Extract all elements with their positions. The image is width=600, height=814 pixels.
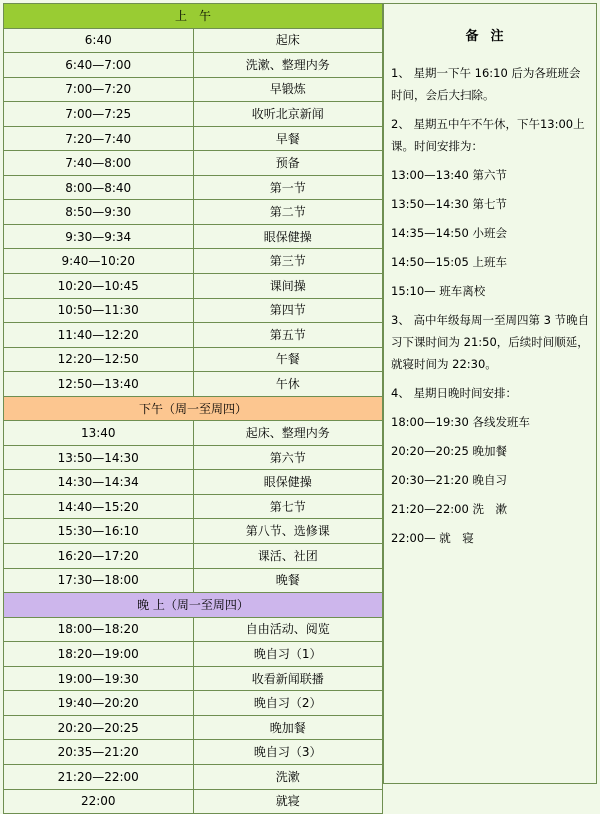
note-item: 13:00—13:40 第六节 (391, 168, 507, 182)
time-cell: 18:00—18:20 (4, 617, 194, 642)
time-cell: 20:20—20:25 (4, 715, 194, 740)
activity-cell: 第五节 (193, 323, 383, 348)
time-cell: 17:30—18:00 (4, 568, 194, 593)
section-header: 下午（周一至周四） (4, 396, 383, 421)
time-cell: 7:40—8:00 (4, 151, 194, 176)
time-cell: 6:40 (4, 28, 194, 53)
activity-cell: 起床 (193, 28, 383, 53)
schedule-row (4, 691, 383, 716)
schedule-row (4, 274, 383, 299)
time-cell: 10:50—11:30 (4, 298, 194, 323)
schedule-row (4, 200, 383, 225)
schedule-row (4, 470, 383, 495)
note-item: 1、 星期一下午 16:10 后为各班班会时间，会后大扫除。 (391, 66, 581, 102)
activity-cell: 第六节 (193, 445, 383, 470)
schedule-row (4, 372, 383, 397)
time-cell: 20:35—21:20 (4, 740, 194, 765)
activity-cell: 自由活动、阅览 (193, 617, 383, 642)
schedule-row (4, 715, 383, 740)
activity-cell: 收看新闻联播 (193, 666, 383, 691)
activity-cell: 晚自习（2） (193, 691, 383, 716)
schedule-row (4, 102, 383, 127)
note-item: 3、 高中年级每周一至周四第 3 节晚自习下课时间为 21:50，后续时间顺延，就寝时间为 22:30。 (391, 313, 590, 371)
note-item: 4、 星期日晚时间安排： (391, 386, 517, 400)
section-header: 上 午 (4, 4, 383, 29)
activity-cell: 收听北京新闻 (193, 102, 383, 127)
schedule-row (4, 224, 383, 249)
schedule-row (4, 544, 383, 569)
section-header-row (4, 396, 383, 421)
note-item: 18:00—19:30 各线发班车 (391, 415, 530, 429)
activity-cell: 眼保健操 (193, 470, 383, 495)
note-item: 21:20—22:00 洗 漱 (391, 502, 507, 516)
schedule-row (4, 617, 383, 642)
time-cell: 13:50—14:30 (4, 445, 194, 470)
time-cell: 9:40—10:20 (4, 249, 194, 274)
time-cell: 7:20—7:40 (4, 126, 194, 151)
schedule-row (4, 789, 383, 814)
activity-cell: 晚自习（3） (193, 740, 383, 765)
time-cell: 12:50—13:40 (4, 372, 194, 397)
note-item: 2、 星期五中午不午休，下午13:00上课。时间安排为： (391, 117, 585, 153)
notes-body (391, 62, 590, 549)
note-item: 20:30—21:20 晚自习 (391, 473, 507, 487)
schedule-row (4, 568, 383, 593)
schedule-row (4, 421, 383, 446)
activity-cell: 洗漱、整理内务 (193, 53, 383, 78)
schedule-row (4, 642, 383, 667)
note-item: 13:50—14:30 第七节 (391, 197, 507, 211)
section-header-row (4, 593, 383, 618)
time-cell: 8:50—9:30 (4, 200, 194, 225)
schedule-table (3, 3, 383, 814)
time-cell: 13:40 (4, 421, 194, 446)
time-cell: 22:00 (4, 789, 194, 814)
activity-cell: 晚餐 (193, 568, 383, 593)
activity-cell: 眼保健操 (193, 224, 383, 249)
schedule-row (4, 28, 383, 53)
activity-cell: 起床、整理内务 (193, 421, 383, 446)
activity-cell: 第四节 (193, 298, 383, 323)
time-cell: 15:30—16:10 (4, 519, 194, 544)
schedule-row (4, 126, 383, 151)
activity-cell: 晚自习（1） (193, 642, 383, 667)
schedule-row (4, 445, 383, 470)
activity-cell: 第七节 (193, 494, 383, 519)
activity-cell: 预备 (193, 151, 383, 176)
note-item: 15:10— 班车离校 (391, 284, 486, 298)
activity-cell: 早餐 (193, 126, 383, 151)
activity-cell: 第一节 (193, 175, 383, 200)
activity-cell: 课活、社团 (193, 544, 383, 569)
activity-cell: 午餐 (193, 347, 383, 372)
schedule-row (4, 347, 383, 372)
activity-cell: 第三节 (193, 249, 383, 274)
time-cell: 7:00—7:20 (4, 77, 194, 102)
activity-cell: 洗漱 (193, 764, 383, 789)
schedule-row (4, 151, 383, 176)
time-cell: 19:00—19:30 (4, 666, 194, 691)
activity-cell: 晚加餐 (193, 715, 383, 740)
schedule-row (4, 740, 383, 765)
time-cell: 19:40—20:20 (4, 691, 194, 716)
schedule-row (4, 519, 383, 544)
time-cell: 16:20—17:20 (4, 544, 194, 569)
notes-panel (383, 3, 597, 784)
time-cell: 6:40—7:00 (4, 53, 194, 78)
time-cell: 7:00—7:25 (4, 102, 194, 127)
note-item: 14:35—14:50 小班会 (391, 226, 507, 240)
section-header: 晚 上（周一至周四） (4, 593, 383, 618)
time-cell: 9:30—9:34 (4, 224, 194, 249)
time-cell: 12:20—12:50 (4, 347, 194, 372)
time-cell: 14:40—15:20 (4, 494, 194, 519)
schedule-row (4, 77, 383, 102)
note-item: 22:00— 就 寝 (391, 531, 474, 545)
time-cell: 18:20—19:00 (4, 642, 194, 667)
schedule-row (4, 175, 383, 200)
activity-cell: 早锻炼 (193, 77, 383, 102)
activity-cell: 第二节 (193, 200, 383, 225)
note-item: 20:20—20:25 晚加餐 (391, 444, 507, 458)
time-cell: 8:00—8:40 (4, 175, 194, 200)
time-cell: 21:20—22:00 (4, 764, 194, 789)
notes-title: 备注 (465, 29, 516, 44)
schedule-row (4, 323, 383, 348)
schedule-row (4, 298, 383, 323)
time-cell: 11:40—12:20 (4, 323, 194, 348)
schedule-row (4, 494, 383, 519)
time-cell: 14:30—14:34 (4, 470, 194, 495)
activity-cell: 课间操 (193, 274, 383, 299)
schedule-row (4, 764, 383, 789)
schedule-row (4, 666, 383, 691)
note-item: 14:50—15:05 上班车 (391, 255, 507, 269)
activity-cell: 午休 (193, 372, 383, 397)
activity-cell: 第八节、选修课 (193, 519, 383, 544)
time-cell: 10:20—10:45 (4, 274, 194, 299)
section-header-row (4, 4, 383, 29)
schedule-row (4, 249, 383, 274)
schedule-table-container (3, 3, 383, 814)
activity-cell: 就寝 (193, 789, 383, 814)
schedule-row (4, 53, 383, 78)
